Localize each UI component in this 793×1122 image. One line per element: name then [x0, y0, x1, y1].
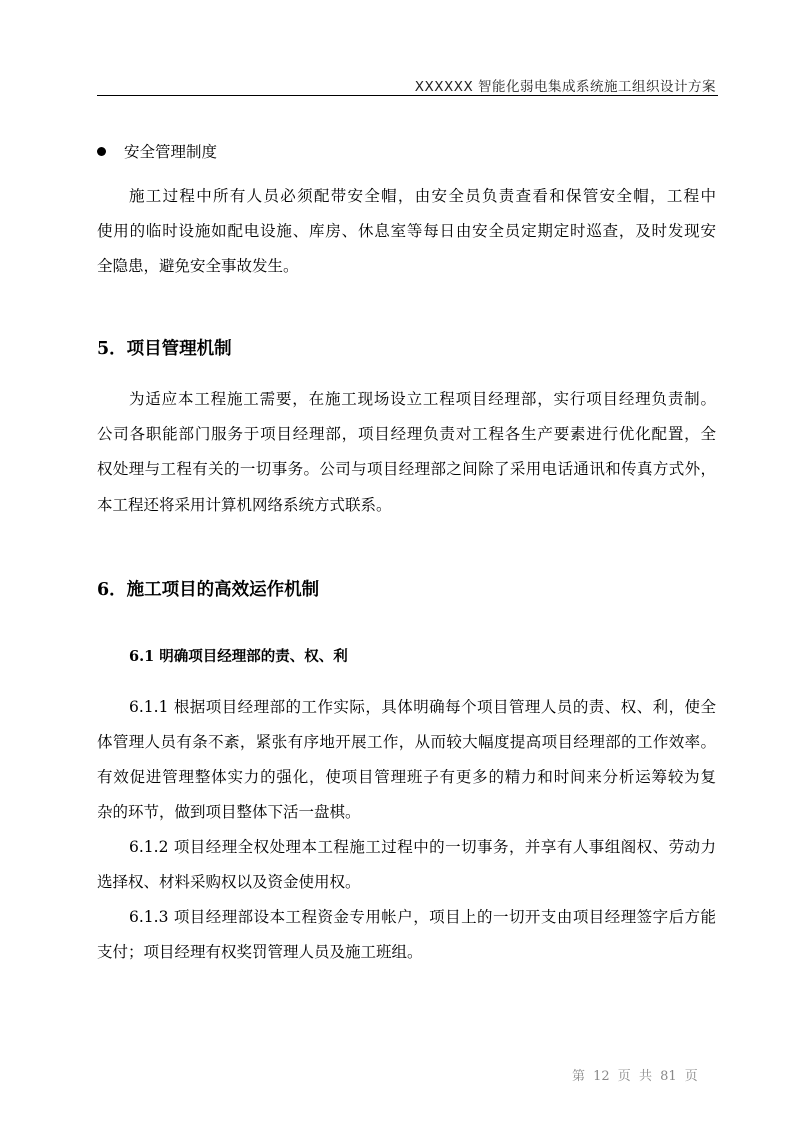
paragraph-line: 使用的临时设施如配电设施、库房、休息室等每日由安全员定期定时巡查，及时发现安 — [97, 222, 716, 240]
paragraph-line: 全隐患，避免安全事故发生。 — [97, 257, 299, 275]
bullet-dot-icon — [97, 147, 106, 156]
paragraph-line: 施工过程中所有人员必须配带安全帽，由安全员负责查看和保管安全帽，工程中 — [129, 187, 716, 205]
running-header: XXXXXX 智能化弱电集成系统施工组织设计方案 — [414, 79, 716, 95]
paragraph-line: 6.1.1 根据项目经理部的工作实际，具体明确每个项目管理人员的责、权、利，使全 — [129, 698, 716, 716]
section-heading: 5．项目管理机制 — [97, 339, 232, 359]
paragraph-line: 杂的环节，做到项目整体下活一盘棋。 — [97, 803, 361, 821]
section-heading: 6．施工项目的高效运作机制 — [97, 580, 320, 600]
bullet-item — [97, 142, 217, 162]
paragraph-line: 支付；项目经理有权奖罚管理人员及施工班组。 — [97, 943, 423, 961]
subsection-heading: 6.1 明确项目经理部的责、权、利 — [129, 648, 348, 665]
page-number: 第 12 页 共 81 页 — [572, 1069, 698, 1084]
paragraph-line: 6.1.2 项目经理全权处理本工程施工过程中的一切事务，并享有人事组阁权、劳动力 — [129, 838, 716, 856]
paragraph-line: 为适应本工程施工需要，在施工现场设立工程项目经理部，实行项目经理负责制。 — [129, 390, 716, 408]
paragraph-line: 6.1.3 项目经理部设本工程资金专用帐户，项目上的一切开支由项目经理签字后方能 — [129, 908, 716, 926]
paragraph-line: 有效促进管理整体实力的强化，使项目管理班子有更多的精力和时间来分析运筹较为复 — [97, 768, 716, 786]
paragraph-line: 选择权、材料采购权以及资金使用权。 — [97, 873, 361, 891]
header-rule — [97, 95, 718, 96]
paragraph-line: 本工程还将采用计算机网络系统方式联系。 — [97, 496, 392, 514]
paragraph-line: 权处理与工程有关的一切事务。公司与项目经理部之间除了采用电话通讯和传真方式外， — [97, 460, 716, 478]
paragraph-line: 体管理人员有条不紊，紧张有序地开展工作，从而较大幅度提高项目经理部的工作效率。 — [97, 733, 716, 751]
paragraph-line: 公司各职能部门服务于项目经理部，项目经理负责对工程各生产要素进行优化配置，全 — [97, 425, 716, 443]
bullet-label: 安全管理制度 — [124, 143, 218, 161]
